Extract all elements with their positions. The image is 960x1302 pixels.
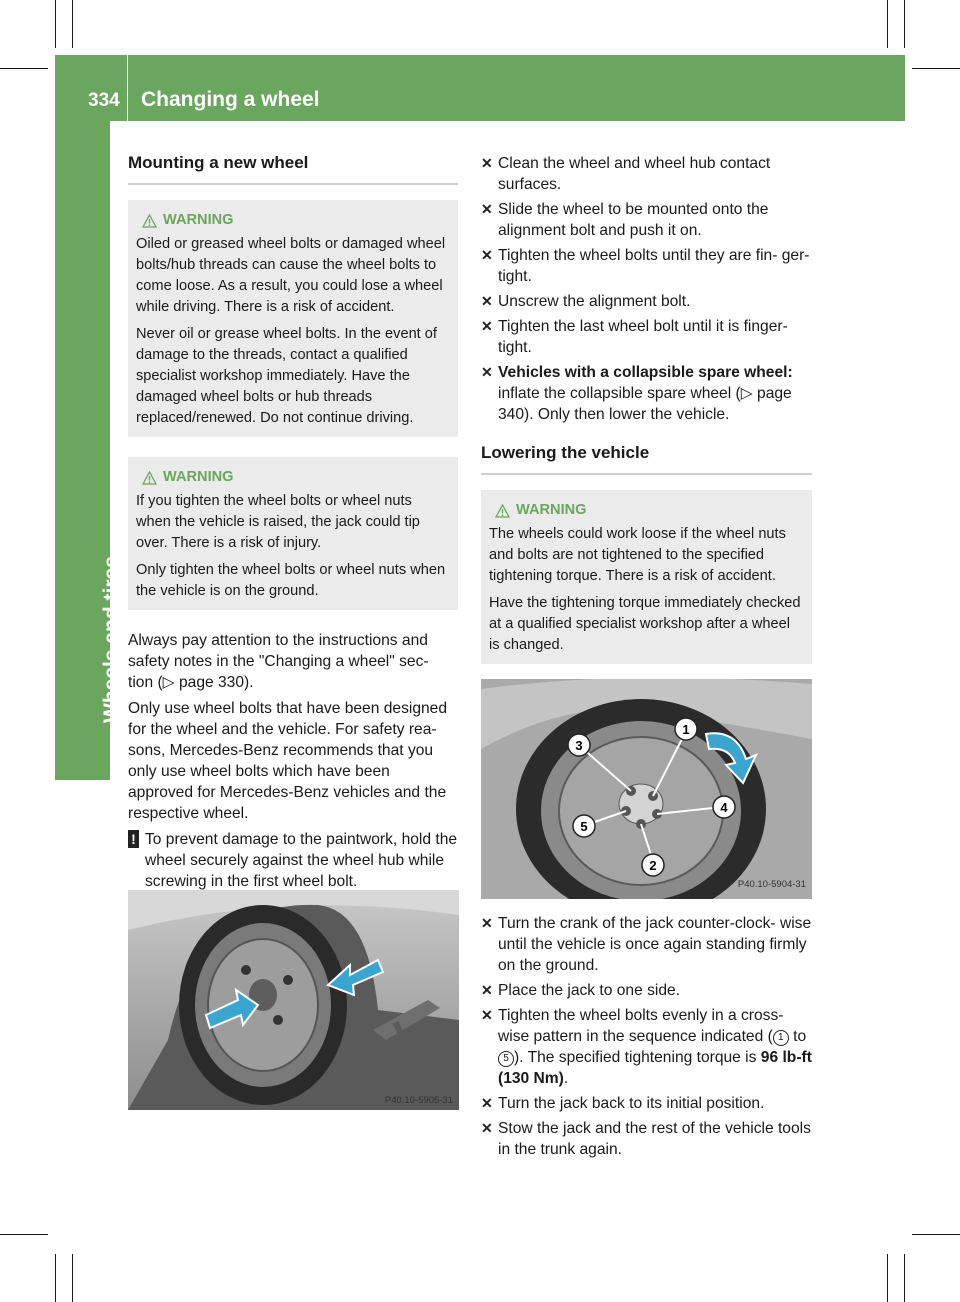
step-text: Turn the jack back to its initial position. — [498, 1095, 765, 1112]
warning-box — [128, 200, 458, 437]
body-paragraph: Always pay attention to the instructions and safety notes in the "Changing a wheel" sec- tion (▷ page 330). — [128, 632, 429, 691]
torque-value: 96 lb-ft (130 Nm) — [498, 1049, 812, 1087]
instruction-step — [481, 291, 812, 312]
step-text: Clean the wheel and wheel hub contact surfaces. — [498, 155, 771, 193]
step-text: inflate the collapsible spare wheel (▷ page 340). Only then lower the vehicle. — [498, 385, 792, 423]
step-text: to — [793, 1028, 807, 1045]
warning-label: WARNING — [163, 469, 234, 485]
callout-ref-5: 5 — [498, 1051, 514, 1067]
callout-5 — [573, 815, 595, 837]
figure-bolt-sequence — [481, 679, 812, 899]
step-text: Stow the jack and the rest of the vehicle tools in the trunk again. — [498, 1120, 811, 1158]
step-arrow-icon: ✕ — [481, 915, 493, 931]
crop-mark — [887, 1254, 888, 1302]
page-number: 334 — [88, 90, 120, 111]
crop-mark — [904, 0, 905, 48]
warning-text: The wheels could work loose if the wheel nuts and bolts are not tightened to the specified tightening torque. There is a risk of accident. — [489, 526, 786, 584]
crop-mark — [912, 68, 960, 69]
crop-mark — [0, 68, 48, 69]
svg-text:3: 3 — [575, 738, 583, 753]
instruction-step — [481, 1118, 812, 1160]
warning-box — [128, 457, 458, 610]
callout-4 — [713, 796, 735, 818]
instruction-step — [481, 1005, 812, 1089]
figure-mount-wheel — [128, 890, 459, 1110]
crop-mark — [72, 1254, 73, 1302]
crop-mark — [55, 1254, 56, 1302]
exclamation-icon: ! — [128, 830, 139, 848]
warning-box — [481, 490, 812, 664]
bolt-sequence-illustration — [481, 679, 812, 899]
step-text: Tighten the last wheel bolt until it is finger- tight. — [498, 318, 788, 356]
step-arrow-icon: ✕ — [481, 201, 493, 217]
instruction-step — [481, 153, 812, 195]
step-text: Unscrew the alignment bolt. — [498, 293, 691, 310]
crop-mark — [55, 0, 56, 48]
warning-label: WARNING — [516, 502, 587, 518]
left-column — [128, 152, 458, 898]
step-text: Tighten the wheel bolts evenly in a cross- wise pattern in the sequence indicated ( — [498, 1007, 784, 1045]
crop-mark — [887, 0, 888, 48]
callout-ref-1: 1 — [773, 1030, 789, 1046]
callout-2 — [642, 854, 664, 876]
step-arrow-icon: ✕ — [481, 247, 493, 263]
step-arrow-icon: ✕ — [481, 364, 493, 380]
figure-code: P40.10-5905-31 — [384, 1095, 453, 1106]
instruction-step — [481, 245, 812, 287]
step-text: Place the jack to one side. — [498, 982, 681, 999]
warning-triangle-icon — [495, 504, 510, 518]
step-text: Slide the wheel to be mounted onto the alignment bolt and push it on. — [498, 201, 769, 239]
crop-mark — [0, 1234, 48, 1235]
step-arrow-icon: ✕ — [481, 1007, 493, 1023]
svg-text:4: 4 — [720, 800, 728, 815]
warning-text: Only tighten the wheel bolts or wheel nuts when the vehicle is on the ground. — [136, 562, 446, 599]
page-title: Changing a wheel — [141, 88, 320, 111]
right-column — [481, 153, 812, 1164]
step-arrow-icon: ✕ — [481, 155, 493, 171]
step-arrow-icon: ✕ — [481, 982, 493, 998]
svg-text:1: 1 — [682, 722, 690, 737]
warning-triangle-icon — [142, 471, 157, 485]
section-heading: Mounting a new wheel — [128, 152, 458, 185]
step-arrow-icon: ✕ — [481, 1095, 493, 1111]
svg-text:2: 2 — [649, 858, 657, 873]
caution-note — [128, 829, 458, 892]
page-header — [55, 55, 905, 121]
warning-text: Have the tightening torque immediately checked at a qualified specialist workshop after a wheel is changed. — [489, 595, 801, 653]
warning-text: If you tighten the wheel bolts or wheel nuts when the vehicle is raised, the jack could tip over. There is a risk of injury. — [136, 493, 420, 551]
step-text: Tighten the wheel bolts until they are fin- ger-tight. — [498, 247, 810, 285]
note-text: To prevent damage to the paintwork, hold the wheel securely against the wheel hub while screwing in the first wheel bolt. — [145, 831, 458, 890]
warning-label: WARNING — [163, 212, 234, 228]
instruction-step — [481, 1093, 812, 1114]
wheel-mount-illustration — [128, 890, 459, 1110]
instruction-step — [481, 199, 812, 241]
warning-text: Oiled or greased wheel bolts or damaged wheel bolts/hub threads can cause the wheel bolts to come loose. As a result, you could lose a wheel while driving. There is a risk of accident. — [136, 236, 446, 315]
warning-triangle-icon — [142, 214, 157, 228]
body-paragraph: Only use wheel bolts that have been designed for the wheel and the vehicle. For safety rea- sons, Mercedes-Benz recommends that you only use wheel bolts which have been approved for Mercedes-Benz vehicles and the respective wheel. — [128, 700, 448, 822]
step-text: ). The specified tightening torque is — [514, 1049, 757, 1066]
header-separator — [127, 55, 128, 121]
crop-mark — [72, 0, 73, 48]
instruction-step — [481, 362, 812, 425]
step-arrow-icon: ✕ — [481, 293, 493, 309]
step-arrow-icon: ✕ — [481, 1120, 493, 1136]
section-tab-label: Wheels and tires — [100, 556, 123, 723]
warning-text: Never oil or grease wheel bolts. In the event of damage to the threads, contact a qualified specialist workshop immediately. Have the damaged wheel bolts or hub threads replaced/renewed. Do not continue driving. — [136, 326, 437, 426]
crop-mark — [904, 1254, 905, 1302]
callout-1 — [675, 718, 697, 740]
step-text: Turn the crank of the jack counter-clock- wise until the vehicle is once again standing firmly on the ground. — [498, 915, 812, 974]
instruction-step — [481, 980, 812, 1001]
instruction-step — [481, 913, 812, 976]
section-heading: Lowering the vehicle — [481, 442, 812, 475]
crop-mark — [912, 1234, 960, 1235]
step-text: . — [563, 1070, 569, 1087]
step-label: Vehicles with a collapsible spare wheel: — [498, 364, 793, 381]
callout-3 — [568, 734, 590, 756]
instruction-step — [481, 316, 812, 358]
figure-code: P40.10-5904-31 — [737, 879, 806, 890]
step-arrow-icon: ✕ — [481, 318, 493, 334]
svg-text:5: 5 — [580, 819, 588, 834]
